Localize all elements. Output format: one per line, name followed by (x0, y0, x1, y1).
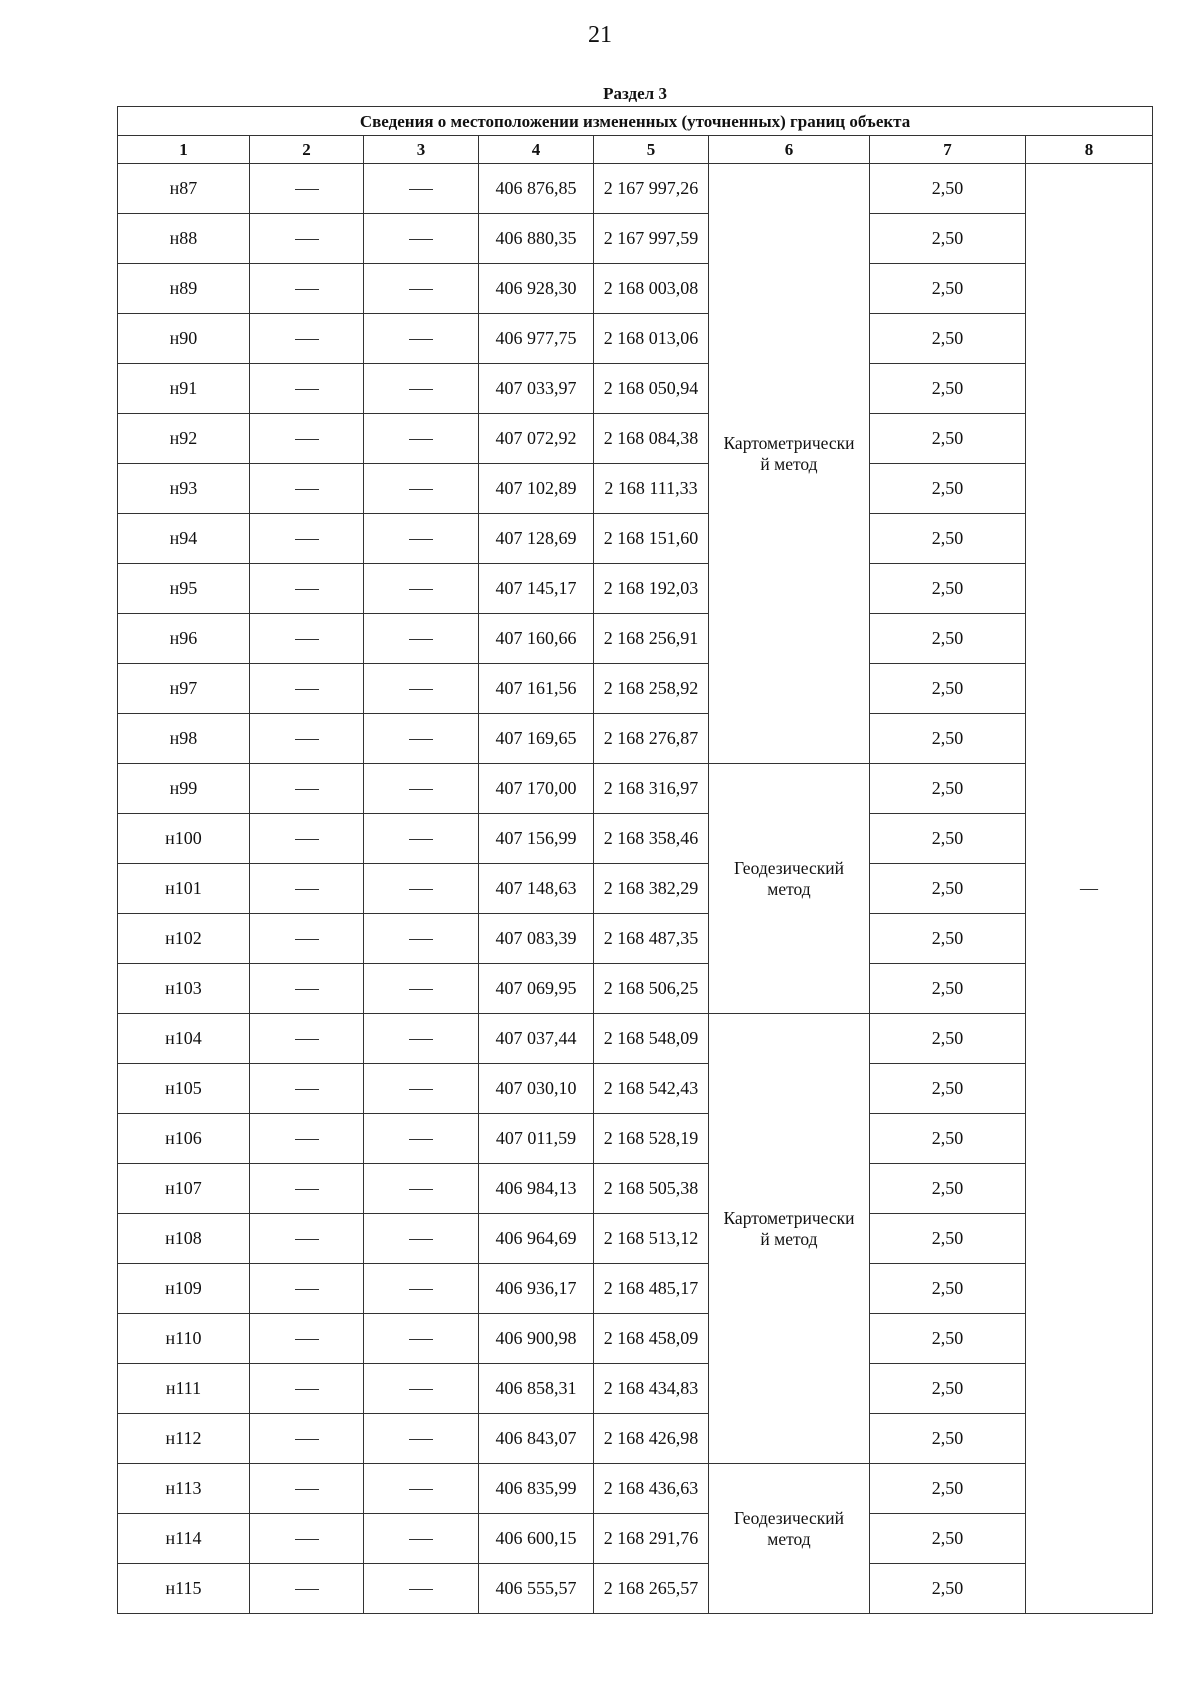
column-3-cell (364, 314, 479, 364)
column-2-cell (250, 914, 364, 964)
dash-mark (295, 1339, 319, 1340)
column-2-cell (250, 1414, 364, 1464)
table-row (118, 1264, 1153, 1314)
dash-mark (295, 739, 319, 740)
y-coordinate-cell: 2 168 542,43 (594, 1064, 709, 1114)
table-row (118, 214, 1153, 264)
dash-mark (295, 1489, 319, 1490)
point-name-cell: н93 (118, 464, 250, 514)
table-row (118, 1414, 1153, 1464)
dash-mark (295, 289, 319, 290)
x-coordinate-cell: 406 936,17 (479, 1264, 594, 1314)
dash-mark (295, 889, 319, 890)
column-3-cell (364, 1064, 479, 1114)
table-row (118, 964, 1153, 1014)
x-coordinate-cell: 407 083,39 (479, 914, 594, 964)
accuracy-cell: 2,50 (870, 714, 1026, 764)
y-coordinate-cell: 2 167 997,59 (594, 214, 709, 264)
column-3-cell (364, 414, 479, 464)
column-2-cell (250, 1064, 364, 1114)
point-name-cell: н106 (118, 1114, 250, 1164)
accuracy-cell: 2,50 (870, 1264, 1026, 1314)
table-row (118, 314, 1153, 364)
x-coordinate-cell: 407 037,44 (479, 1014, 594, 1064)
point-name-cell: н96 (118, 614, 250, 664)
column-2-cell (250, 1564, 364, 1614)
column-2-cell (250, 1214, 364, 1264)
y-coordinate-cell: 2 168 192,03 (594, 564, 709, 614)
method-cell (709, 164, 870, 764)
column-number-row (118, 136, 1153, 164)
table-row (118, 164, 1153, 214)
column-number: 6 (709, 136, 870, 164)
accuracy-cell: 2,50 (870, 614, 1026, 664)
point-name-cell: н112 (118, 1414, 250, 1464)
point-name-cell: н95 (118, 564, 250, 614)
accuracy-cell: 2,50 (870, 1064, 1026, 1114)
column-2-cell (250, 1114, 364, 1164)
page-number: 21 (588, 22, 612, 48)
y-coordinate-cell: 2 168 316,97 (594, 764, 709, 814)
y-coordinate-cell: 2 168 265,57 (594, 1564, 709, 1614)
accuracy-cell: 2,50 (870, 464, 1026, 514)
dash-mark (295, 239, 319, 240)
dash-mark (295, 189, 319, 190)
accuracy-cell: 2,50 (870, 814, 1026, 864)
y-coordinate-cell: 2 168 256,91 (594, 614, 709, 664)
column-3-cell (364, 964, 479, 1014)
y-coordinate-cell: 2 168 050,94 (594, 364, 709, 414)
dash-mark (409, 1139, 433, 1140)
accuracy-cell: 2,50 (870, 914, 1026, 964)
column-2-cell (250, 1014, 364, 1064)
method-cell (709, 764, 870, 1014)
point-name-cell: н90 (118, 314, 250, 364)
accuracy-cell: 2,50 (870, 764, 1026, 814)
x-coordinate-cell: 407 102,89 (479, 464, 594, 514)
column-3-cell (364, 364, 479, 414)
boundary-coordinates-table (117, 80, 1153, 1614)
column-2-cell (250, 164, 364, 214)
dash-mark (295, 1039, 319, 1040)
column-2-cell (250, 1314, 364, 1364)
point-name-cell: н99 (118, 764, 250, 814)
column-3-cell (364, 864, 479, 914)
point-name-cell: н111 (118, 1364, 250, 1414)
dash-mark (295, 1189, 319, 1190)
dash-mark (409, 1189, 433, 1190)
y-coordinate-cell: 2 168 528,19 (594, 1114, 709, 1164)
dash-mark (409, 839, 433, 840)
column-2-cell (250, 614, 364, 664)
point-name-cell: н102 (118, 914, 250, 964)
point-name-cell: н108 (118, 1214, 250, 1264)
method-cell (709, 1464, 870, 1614)
table-row (118, 614, 1153, 664)
x-coordinate-cell: 407 170,00 (479, 764, 594, 814)
point-name-cell: н100 (118, 814, 250, 864)
y-coordinate-cell: 2 168 382,29 (594, 864, 709, 914)
column-2-cell (250, 864, 364, 914)
column-2-cell (250, 814, 364, 864)
column-2-cell (250, 314, 364, 364)
column-3-cell (364, 914, 479, 964)
x-coordinate-cell: 406 858,31 (479, 1364, 594, 1414)
dash-mark (295, 1589, 319, 1590)
table-row (118, 1314, 1153, 1364)
accuracy-cell: 2,50 (870, 1464, 1026, 1514)
x-coordinate-cell: 406 600,15 (479, 1514, 594, 1564)
column-3-cell (364, 814, 479, 864)
dash-mark (295, 939, 319, 940)
point-name-cell: н97 (118, 664, 250, 714)
dash-mark (409, 339, 433, 340)
table-row (118, 914, 1153, 964)
column-2-cell (250, 1364, 364, 1414)
point-name-cell: н109 (118, 1264, 250, 1314)
dash-mark (409, 1589, 433, 1590)
point-name-cell: н89 (118, 264, 250, 314)
dash-mark (409, 1289, 433, 1290)
dash-mark (295, 1439, 319, 1440)
table-row (118, 564, 1153, 614)
dash-mark (409, 289, 433, 290)
point-name-cell: н105 (118, 1064, 250, 1114)
point-name-cell: н110 (118, 1314, 250, 1364)
column-2-cell (250, 264, 364, 314)
column-3-cell (364, 1464, 479, 1514)
y-coordinate-cell: 2 168 291,76 (594, 1514, 709, 1564)
accuracy-cell: 2,50 (870, 1214, 1026, 1264)
column-2-cell (250, 564, 364, 614)
dash-mark (409, 1489, 433, 1490)
accuracy-cell: 2,50 (870, 164, 1026, 214)
y-coordinate-cell: 2 168 487,35 (594, 914, 709, 964)
method-text-line: Геодезический (734, 857, 844, 878)
column-3-cell (364, 1514, 479, 1564)
table-row (118, 1364, 1153, 1414)
x-coordinate-cell: 407 156,99 (479, 814, 594, 864)
dash-mark (409, 1039, 433, 1040)
x-coordinate-cell: 406 876,85 (479, 164, 594, 214)
x-coordinate-cell: 407 030,10 (479, 1064, 594, 1114)
accuracy-cell: 2,50 (870, 564, 1026, 614)
column-2-cell (250, 464, 364, 514)
column-3-cell (364, 214, 479, 264)
method-text-line: й метод (760, 1228, 818, 1249)
dash-mark (409, 239, 433, 240)
column-3-cell (364, 1414, 479, 1464)
accuracy-cell: 2,50 (870, 264, 1026, 314)
accuracy-cell: 2,50 (870, 314, 1026, 364)
x-coordinate-cell: 407 072,92 (479, 414, 594, 464)
point-name-cell: н107 (118, 1164, 250, 1214)
accuracy-cell: 2,50 (870, 1364, 1026, 1414)
x-coordinate-cell: 407 160,66 (479, 614, 594, 664)
point-name-cell: н113 (118, 1464, 250, 1514)
x-coordinate-cell: 406 964,69 (479, 1214, 594, 1264)
column-2-cell (250, 1464, 364, 1514)
x-coordinate-cell: 407 033,97 (479, 364, 594, 414)
dash-mark (409, 589, 433, 590)
accuracy-cell: 2,50 (870, 964, 1026, 1014)
dash-mark (409, 939, 433, 940)
dash-mark (409, 1239, 433, 1240)
method-cell (709, 1014, 870, 1464)
accuracy-cell: 2,50 (870, 1114, 1026, 1164)
x-coordinate-cell: 406 835,99 (479, 1464, 594, 1514)
point-name-cell: н88 (118, 214, 250, 264)
accuracy-cell: 2,50 (870, 664, 1026, 714)
table-row (118, 1064, 1153, 1114)
section-label: Раздел 3 (118, 80, 1153, 107)
table-row (118, 1164, 1153, 1214)
table-row (118, 414, 1153, 464)
y-coordinate-cell: 2 168 258,92 (594, 664, 709, 714)
method-text-line: Картометрически (723, 432, 855, 453)
point-name-cell: н91 (118, 364, 250, 414)
accuracy-cell: 2,50 (870, 1164, 1026, 1214)
column-3-cell (364, 1564, 479, 1614)
method-text-line: метод (767, 878, 811, 899)
method-text-line: й метод (760, 453, 818, 474)
y-coordinate-cell: 2 168 426,98 (594, 1414, 709, 1464)
table-row (118, 1464, 1153, 1514)
column-3-cell (364, 264, 479, 314)
accuracy-cell: 2,50 (870, 1414, 1026, 1464)
point-name-cell: н87 (118, 164, 250, 214)
table-title: Сведения о местоположении измененных (уточненных) границ объекта (118, 107, 1153, 136)
method-text-line: метод (767, 1528, 811, 1549)
dash-mark (295, 1089, 319, 1090)
x-coordinate-cell: 406 928,30 (479, 264, 594, 314)
dash-mark (295, 789, 319, 790)
column-number: 3 (364, 136, 479, 164)
column-2-cell (250, 514, 364, 564)
column-2-cell (250, 714, 364, 764)
column-number: 2 (250, 136, 364, 164)
dash-mark (409, 1389, 433, 1390)
x-coordinate-cell: 407 011,59 (479, 1114, 594, 1164)
y-coordinate-cell: 2 168 084,38 (594, 414, 709, 464)
column-3-cell (364, 164, 479, 214)
dash-mark (409, 1339, 433, 1340)
column-8-cell: — (1026, 164, 1153, 1614)
dash-mark (295, 1289, 319, 1290)
table-row (118, 1014, 1153, 1064)
x-coordinate-cell: 406 984,13 (479, 1164, 594, 1214)
dash-mark (295, 989, 319, 990)
column-3-cell (364, 614, 479, 664)
x-coordinate-cell: 406 900,98 (479, 1314, 594, 1364)
column-2-cell (250, 664, 364, 714)
x-coordinate-cell: 407 148,63 (479, 864, 594, 914)
column-2-cell (250, 364, 364, 414)
column-2-cell (250, 764, 364, 814)
dash-mark (409, 489, 433, 490)
dash-mark (295, 639, 319, 640)
table-row (118, 464, 1153, 514)
x-coordinate-cell: 407 161,56 (479, 664, 594, 714)
column-2-cell (250, 1164, 364, 1214)
dash-mark (409, 739, 433, 740)
dash-mark (295, 339, 319, 340)
table-row (118, 264, 1153, 314)
table-row (118, 1214, 1153, 1264)
accuracy-cell: 2,50 (870, 414, 1026, 464)
column-number: 8 (1026, 136, 1153, 164)
column-3-cell (364, 514, 479, 564)
dash-mark (295, 1239, 319, 1240)
table-row (118, 1564, 1153, 1614)
dash-mark (409, 389, 433, 390)
table-row (118, 714, 1153, 764)
column-3-cell (364, 464, 479, 514)
dash-mark (409, 789, 433, 790)
column-number: 4 (479, 136, 594, 164)
y-coordinate-cell: 2 168 436,63 (594, 1464, 709, 1514)
dash-mark (409, 1539, 433, 1540)
point-name-cell: н101 (118, 864, 250, 914)
column-3-cell (364, 564, 479, 614)
y-coordinate-cell: 2 168 513,12 (594, 1214, 709, 1264)
dash-mark (295, 1539, 319, 1540)
dash-mark (409, 889, 433, 890)
column-2-cell (250, 214, 364, 264)
table-row (118, 664, 1153, 714)
x-coordinate-cell: 407 145,17 (479, 564, 594, 614)
column-3-cell (364, 1164, 479, 1214)
dash-mark (295, 389, 319, 390)
table-row (118, 364, 1153, 414)
point-name-cell: н94 (118, 514, 250, 564)
y-coordinate-cell: 2 168 485,17 (594, 1264, 709, 1314)
table-row (118, 864, 1153, 914)
table-row (118, 1514, 1153, 1564)
table-row (118, 514, 1153, 564)
table-row (118, 764, 1153, 814)
point-name-cell: н98 (118, 714, 250, 764)
dash-mark (409, 989, 433, 990)
x-coordinate-cell: 407 128,69 (479, 514, 594, 564)
dash-mark (409, 1089, 433, 1090)
y-coordinate-cell: 2 168 013,06 (594, 314, 709, 364)
column-3-cell (364, 1014, 479, 1064)
y-coordinate-cell: 2 168 151,60 (594, 514, 709, 564)
y-coordinate-cell: 2 168 003,08 (594, 264, 709, 314)
dash-mark (409, 1439, 433, 1440)
point-name-cell: н103 (118, 964, 250, 1014)
table-row (118, 814, 1153, 864)
x-coordinate-cell: 406 843,07 (479, 1414, 594, 1464)
accuracy-cell: 2,50 (870, 1514, 1026, 1564)
y-coordinate-cell: 2 168 458,09 (594, 1314, 709, 1364)
column-number: 5 (594, 136, 709, 164)
y-coordinate-cell: 2 168 434,83 (594, 1364, 709, 1414)
point-name-cell: н104 (118, 1014, 250, 1064)
accuracy-cell: 2,50 (870, 1314, 1026, 1364)
dash-mark (295, 489, 319, 490)
column-3-cell (364, 1364, 479, 1414)
column-3-cell (364, 1314, 479, 1364)
x-coordinate-cell: 406 977,75 (479, 314, 594, 364)
x-coordinate-cell: 407 069,95 (479, 964, 594, 1014)
y-coordinate-cell: 2 168 505,38 (594, 1164, 709, 1214)
accuracy-cell: 2,50 (870, 514, 1026, 564)
column-2-cell (250, 414, 364, 464)
accuracy-cell: 2,50 (870, 864, 1026, 914)
y-coordinate-cell: 2 168 276,87 (594, 714, 709, 764)
point-name-cell: н92 (118, 414, 250, 464)
dash-mark (409, 189, 433, 190)
dash-mark (295, 589, 319, 590)
dash-mark (409, 639, 433, 640)
column-2-cell (250, 964, 364, 1014)
accuracy-cell: 2,50 (870, 1564, 1026, 1614)
method-text-line: Геодезический (734, 1507, 844, 1528)
column-number: 1 (118, 136, 250, 164)
accuracy-cell: 2,50 (870, 1014, 1026, 1064)
column-2-cell (250, 1264, 364, 1314)
dash-mark (409, 689, 433, 690)
accuracy-cell: 2,50 (870, 364, 1026, 414)
x-coordinate-cell: 407 169,65 (479, 714, 594, 764)
y-coordinate-cell: 2 168 111,33 (594, 464, 709, 514)
y-coordinate-cell: 2 168 548,09 (594, 1014, 709, 1064)
point-name-cell: н114 (118, 1514, 250, 1564)
column-3-cell (364, 1214, 479, 1264)
dash-mark (295, 839, 319, 840)
column-3-cell (364, 1114, 479, 1164)
dash-mark (295, 1389, 319, 1390)
dash-mark (409, 439, 433, 440)
x-coordinate-cell: 406 555,57 (479, 1564, 594, 1614)
x-coordinate-cell: 406 880,35 (479, 214, 594, 264)
column-3-cell (364, 664, 479, 714)
method-text-line: Картометрически (723, 1207, 855, 1228)
dash-mark (295, 439, 319, 440)
column-3-cell (364, 1264, 479, 1314)
dash-mark (295, 539, 319, 540)
dash-mark (295, 1139, 319, 1140)
table-row (118, 1114, 1153, 1164)
dash-mark (409, 539, 433, 540)
column-3-cell (364, 714, 479, 764)
y-coordinate-cell: 2 168 506,25 (594, 964, 709, 1014)
accuracy-cell: 2,50 (870, 214, 1026, 264)
column-number: 7 (870, 136, 1026, 164)
column-3-cell (364, 764, 479, 814)
column-2-cell (250, 1514, 364, 1564)
point-name-cell: н115 (118, 1564, 250, 1614)
y-coordinate-cell: 2 167 997,26 (594, 164, 709, 214)
y-coordinate-cell: 2 168 358,46 (594, 814, 709, 864)
dash-mark (295, 689, 319, 690)
